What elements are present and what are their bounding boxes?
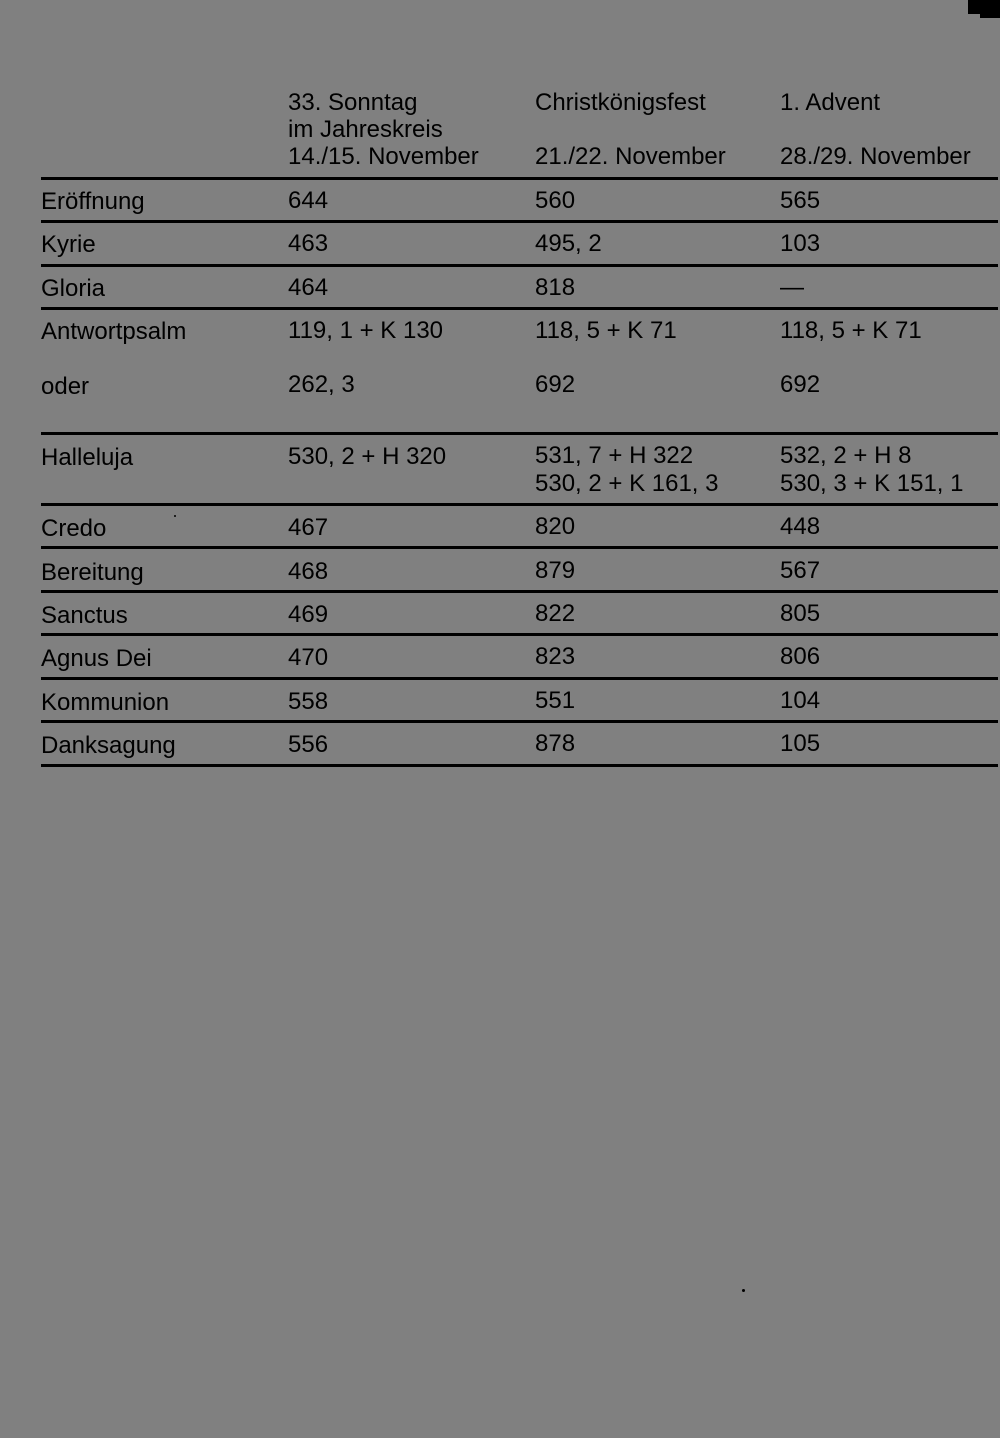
scan-corner-mark: [968, 0, 1000, 14]
table-rule: [41, 503, 998, 506]
cell-agnus-dei-col1: 470: [288, 644, 329, 671]
cell-kommunion-col1: 558: [288, 688, 329, 715]
table-rule: [41, 546, 998, 549]
header-col3-date: 28./29. November: [780, 143, 971, 170]
cell-oder-col1: 262, 3: [288, 371, 355, 398]
cell-kommunion-col2: 551: [535, 687, 576, 714]
cell-kyrie-col2: 495, 2: [535, 230, 602, 257]
cell-credo-col3: 448: [780, 513, 821, 540]
cell-danksagung-col2: 878: [535, 730, 576, 757]
header-col1-date: 14./15. November: [288, 143, 479, 170]
table-rule: [41, 764, 998, 767]
row-label-credo: Credo: [41, 515, 107, 542]
cell-gloria-col1: 464: [288, 274, 329, 301]
cell-credo-col1: 467: [288, 514, 329, 541]
header-col2-title: Christkönigsfest: [535, 89, 706, 116]
table-rule: [41, 307, 998, 310]
cell-sanctus-col2: 822: [535, 600, 576, 627]
row-label-sanctus: Sanctus: [41, 602, 128, 629]
table-rule: [41, 264, 998, 267]
cell-kyrie-col1: 463: [288, 230, 329, 257]
row-label-kommunion: Kommunion: [41, 689, 170, 716]
cell-halleluja-col3: 532, 2 + H 8: [780, 442, 912, 469]
row-label-danksagung: Danksagung: [41, 732, 176, 759]
cell-kyrie-col3: 103: [780, 230, 821, 257]
table-rule: [41, 633, 998, 636]
cell-gloria-col3: —: [780, 274, 804, 301]
table-rule: [41, 590, 998, 593]
table-rule: [41, 720, 998, 723]
cell-kommunion-col3: 104: [780, 687, 821, 714]
cell-antwortpsalm-col1: 119, 1 + K 130: [288, 317, 444, 344]
table-rule: [41, 677, 998, 680]
scan-speck: [742, 1289, 745, 1292]
header-col1-subtitle: im Jahreskreis: [288, 116, 443, 143]
cell-eroeffnung-col2: 560: [535, 187, 576, 214]
row-label-oder: oder: [41, 373, 90, 400]
row-label-antwortpsalm: Antwortpsalm: [41, 318, 187, 345]
cell-bereitung-col1: 468: [288, 558, 329, 585]
cell-gloria-col2: 818: [535, 274, 576, 301]
cell-bereitung-col2: 879: [535, 557, 576, 584]
cell-oder-col2: 692: [535, 371, 576, 398]
row-label-agnus-dei: Agnus Dei: [41, 645, 152, 672]
cell-eroeffnung-col1: 644: [288, 187, 329, 214]
header-col3-title: 1. Advent: [780, 89, 881, 116]
cell-credo-col2: 820: [535, 513, 576, 540]
cell-sanctus-col1: 469: [288, 601, 329, 628]
cell-agnus-dei-col3: 806: [780, 643, 821, 670]
row-label-halleluja: Halleluja: [41, 444, 134, 471]
cell-halleluja-col2: 531, 7 + H 322: [535, 442, 694, 469]
row-label-bereitung: Bereitung: [41, 559, 144, 586]
cell-halleluja-col2-line2: 530, 2 + K 161, 3: [535, 470, 719, 497]
cell-antwortpsalm-col2: 118, 5 + K 71: [535, 317, 677, 344]
table-rule: [41, 432, 998, 435]
scan-speck: [174, 515, 176, 517]
cell-oder-col3: 692: [780, 371, 821, 398]
row-label-kyrie: Kyrie: [41, 231, 96, 258]
cell-halleluja-col1: 530, 2 + H 320: [288, 443, 447, 470]
cell-antwortpsalm-col3: 118, 5 + K 71: [780, 317, 922, 344]
cell-eroeffnung-col3: 565: [780, 187, 821, 214]
table-rule: [41, 220, 998, 223]
header-col2-date: 21./22. November: [535, 143, 726, 170]
cell-halleluja-col3-line2: 530, 3 + K 151, 1: [780, 470, 964, 497]
row-label-eroeffnung: Eröffnung: [41, 188, 145, 215]
cell-danksagung-col3: 105: [780, 730, 821, 757]
header-col1-title: 33. Sonntag: [288, 89, 418, 116]
cell-sanctus-col3: 805: [780, 600, 821, 627]
cell-bereitung-col3: 567: [780, 557, 821, 584]
cell-danksagung-col1: 556: [288, 731, 329, 758]
row-label-gloria: Gloria: [41, 275, 106, 302]
cell-agnus-dei-col2: 823: [535, 643, 576, 670]
table-rule: [41, 177, 998, 180]
